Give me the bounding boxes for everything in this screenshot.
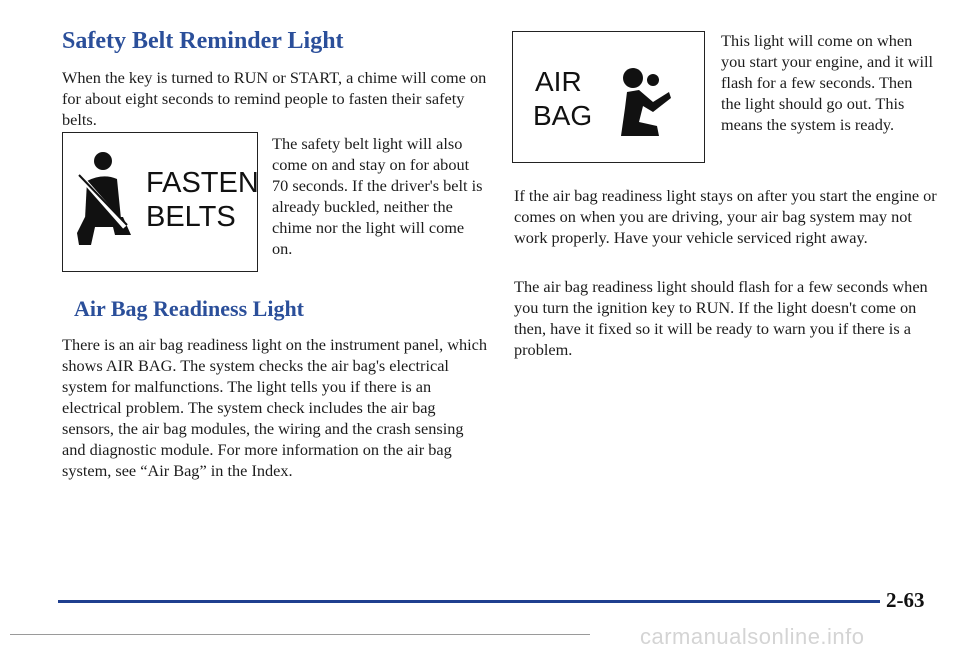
safety-belt-heading: Safety Belt Reminder Light (62, 28, 344, 54)
air-bag-side-text: This light will come on when you start your engine, and it will flash for a few seconds. Then the light should go out. This means the system is ready. (721, 31, 934, 134)
fasten-belts-indicator (62, 132, 258, 272)
watermark: carmanualsonline.info (640, 624, 865, 649)
air-bag-paragraph-3: The air bag readiness light should flash for a few seconds when you turn the ignition key to RUN. If the light doesn't come on then, have it fixed so it will be ready to warn you if there is a problem. (514, 277, 928, 359)
fasten-label: FASTEN (146, 167, 259, 199)
belts-label: BELTS (146, 201, 236, 233)
safety-belt-side-text: The safety belt light will also come on and stay on for about 70 seconds. If the driver's belt is already buckled, neither the chime nor the light will come on. (272, 134, 483, 258)
air-bag-paragraph-2: If the air bag readiness light stays on after you start the engine or comes on when you are driving, your air bag system may not work properly. Have your vehicle serviced right away. (514, 186, 937, 247)
seatbelt-person-icon (69, 147, 135, 257)
scan-line (10, 634, 590, 635)
bag-label: BAG (533, 100, 593, 131)
air-bag-body: There is an air bag readiness light on the instrument panel, which shows AIR BAG. The system checks the air bag's electrical system for malfunctions. The light tells you if there is an electrical problem. The system check includes the air bag sensors, the air bag modules, the wiring and the crash sensing and diagnostic module. For more information on the air bag system, see “Air Bag” in the Index. (62, 335, 487, 480)
page-number: 2-63 (886, 588, 925, 612)
footer-rule (58, 600, 880, 603)
air-bag-indicator (512, 31, 705, 163)
air-label: AIR (535, 66, 582, 97)
airbag-person-icon (613, 52, 673, 142)
safety-belt-intro: When the key is turned to RUN or START, a chime will come on for about eight seconds to remind people to fasten their safety belts. (62, 68, 487, 129)
air-bag-heading: Air Bag Readiness Light (74, 296, 305, 321)
